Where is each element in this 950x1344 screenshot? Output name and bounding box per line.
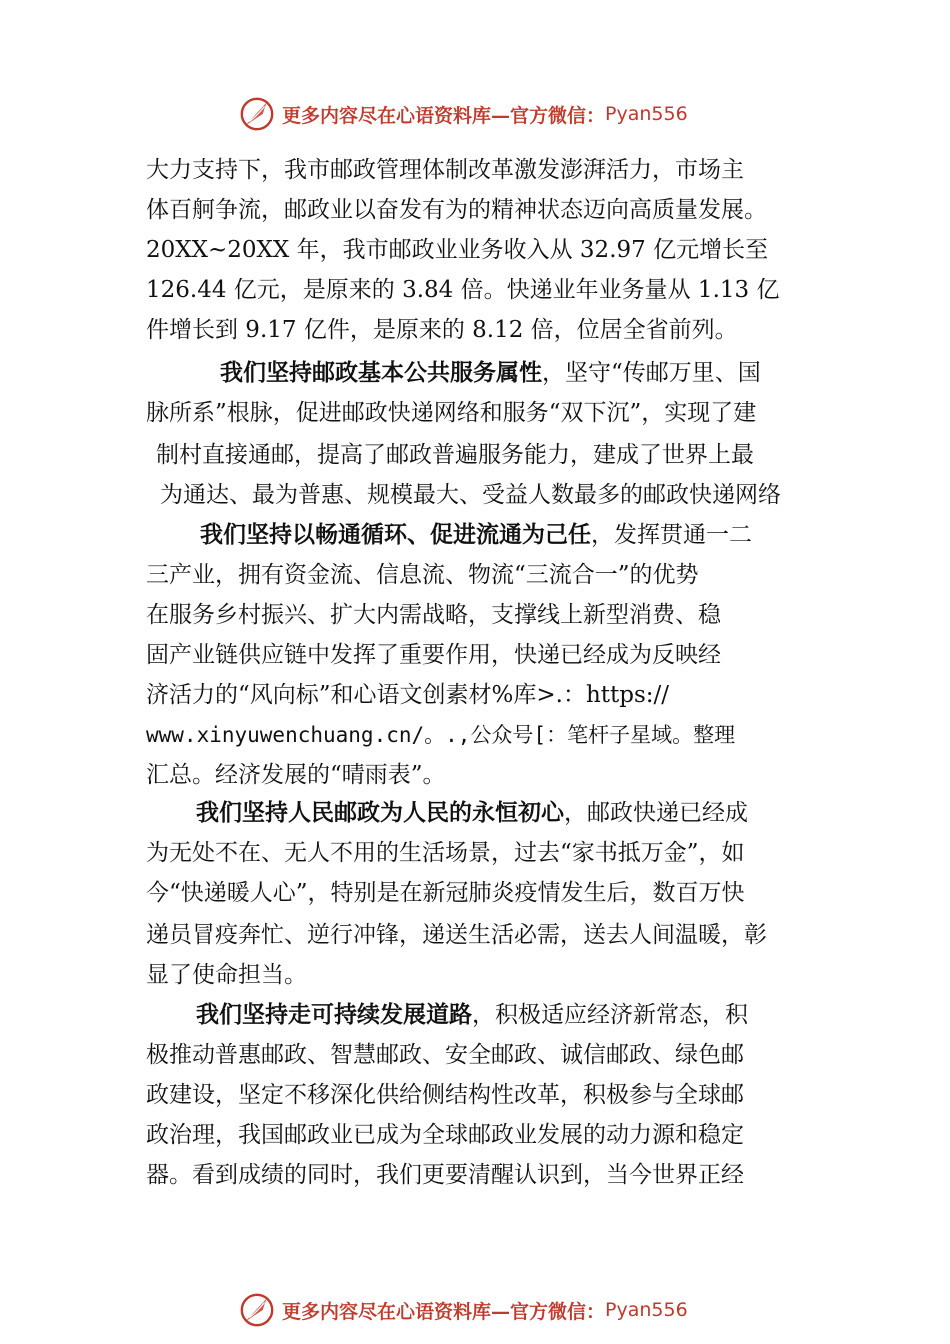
text-line: 三产业，拥有资金流、信息流、物流“三流合一”的优势 [146, 562, 699, 588]
text-line: 我们坚持走可持续发展道路 ，积极适应经济新常态，积 [196, 1001, 748, 1028]
bold-heading: 我们坚持走可持续发展道路 [196, 1001, 472, 1028]
text-line: 126.44 亿元，是原来的 3.84 倍。快递业年业务量从 1.13 亿 [146, 277, 780, 303]
text-line: 件增长到 9.17 亿件，是原来的 8.12 倍，位居全省前列。 [146, 317, 738, 343]
text-line: www.xinyuwenchuang.cn/。.,公众号[：笔杆子星域。整理 [146, 723, 736, 747]
text-line: 我们坚持邮政基本公共服务属性 ，坚守“传邮万里、国 [220, 359, 761, 386]
quill-logo-icon [238, 95, 276, 133]
text-line: 制村直接通邮，提高了邮政普遍服务能力，建成了世界上最 [156, 442, 754, 468]
banner-text: 更多内容尽在心语资料库—官方微信： [282, 104, 606, 127]
text-line: 显了使命担当。 [146, 962, 307, 988]
text-line: 汇总。经济发展的“晴雨表”。 [146, 762, 446, 788]
text-line: 器。看到成绩的同时，我们更要清醒认识到，当今世界正经 [146, 1162, 744, 1188]
banner-wechat-id: Pyan556 [605, 1299, 688, 1321]
text-line: 在服务乡村振兴、扩大内需战略，支撑线上新型消费、稳 [146, 602, 721, 628]
text-line: 济活力的“风向标”和心语文创素材%库>.：https:// [146, 682, 670, 708]
text-line: 我们坚持以畅通循环、促进流通为己任 ，发挥贯通一二 [200, 521, 752, 548]
text-line: 极推动普惠邮政、智慧邮政、安全邮政、诚信邮政、绿色邮 [146, 1042, 744, 1068]
header-banner [238, 94, 738, 134]
bold-heading: 我们坚持邮政基本公共服务属性 [220, 359, 542, 386]
text-line: 我们坚持人民邮政为人民的永恒初心 ，邮政快递已经成 [196, 799, 748, 826]
text-line: 政建设，坚定不移深化供给侧结构性改革，积极参与全球邮 [146, 1082, 744, 1108]
banner-wechat-id: Pyan556 [605, 103, 688, 125]
text-line: 为通达、最为普惠、规模最大、受益人数最多的邮政快递网络 [160, 482, 781, 508]
bold-heading: 我们坚持以畅通循环、促进流通为己任 [200, 521, 591, 548]
text-line: 递员冒疫奔忙、逆行冲锋，递送生活必需，送去人间温暖，彰 [146, 922, 767, 948]
text-line: 今“快递暖人心”，特别是在新冠肺炎疫情发生后，数百万快 [146, 880, 745, 906]
text-line: 固产业链供应链中发挥了重要作用，快递已经成为反映经 [146, 642, 721, 668]
text-line: 政治理，我国邮政业已成为全球邮政业发展的动力源和稳定 [146, 1122, 744, 1148]
text-line: 脉所系”根脉，促进邮政快递网络和服务“双下沉”，实现了建 [146, 400, 757, 426]
text-line: 大力支持下，我市邮政管理体制改革激发澎湃活力，市场主 [146, 157, 744, 183]
banner-text: 更多内容尽在心语资料库—官方微信： [282, 1300, 606, 1323]
footer-banner [238, 1290, 738, 1330]
bold-heading: 我们坚持人民邮政为人民的永恒初心 [196, 799, 564, 826]
text-line: 20XX~20XX 年，我市邮政业业务收入从 32.97 亿元增长至 [146, 237, 769, 263]
quill-logo-icon [238, 1291, 276, 1329]
text-line: 体百舸争流，邮政业以奋发有为的精神状态迈向高质量发展。 [146, 197, 767, 223]
text-line: 为无处不在、无人不用的生活场景，过去“家书抵万金”，如 [146, 840, 745, 866]
